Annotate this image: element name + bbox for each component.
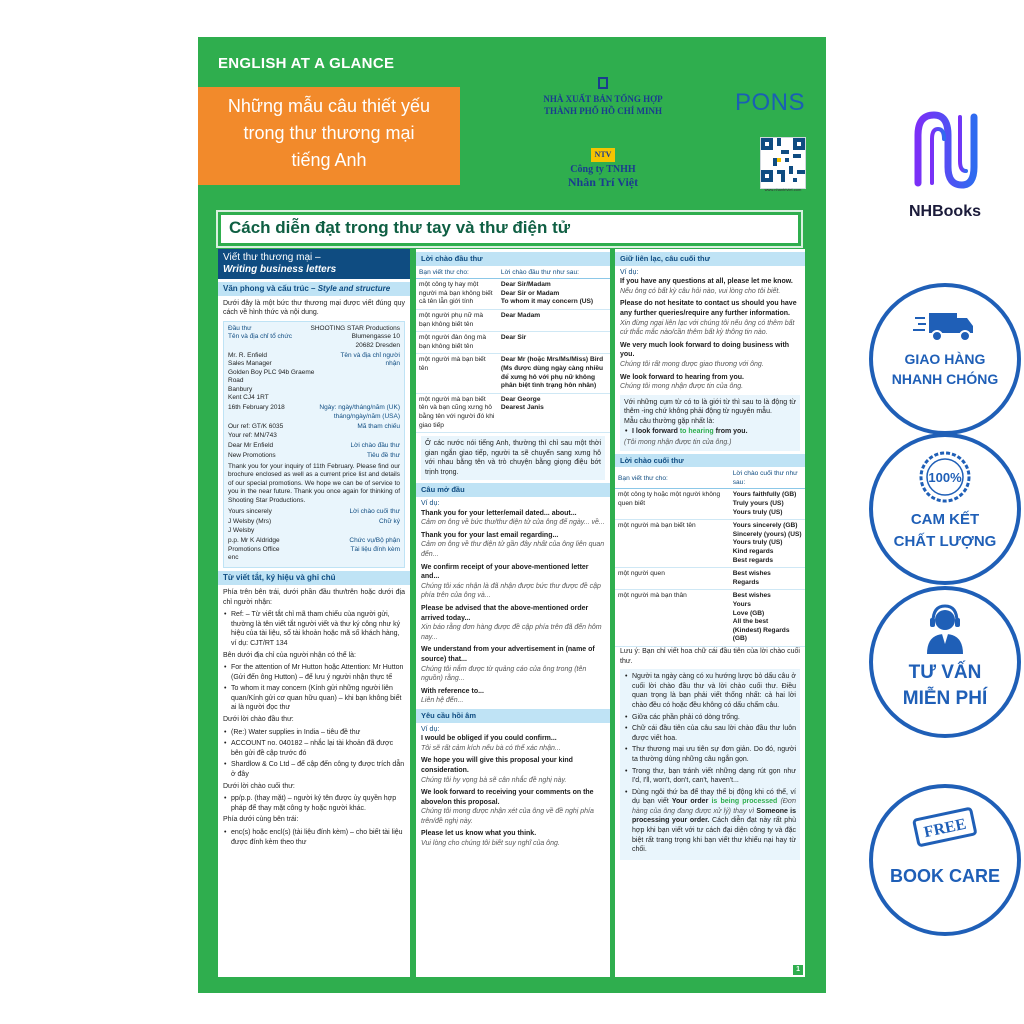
tip-part: Dùng ngôi thứ ba để thay thế bị động khi có thể, ví dụ bạn viết [632,788,796,806]
header-vi: Viết thư thương mại – [223,252,321,263]
paragraph: Phía trên bên trái, dưới phần đầu thư/trên hoặc dưới địa chỉ người nhận: [223,588,405,606]
letter-label: Ngày: ngày/tháng/năm (UK) tháng/ngày/năm (USA) [319,404,400,420]
tip-item: • Thư thương mại ưu tiên sự đơn giản. Do đó, người ta thường dùng những câu ngắn gọn. [624,745,796,764]
book-cover [198,37,826,993]
table-row [615,590,805,647]
letter-value: Our ref: GT/K 6035 Your ref: MN/743 [228,423,284,439]
table-row [416,393,610,432]
letter-label: Mã tham chiếu [357,423,400,431]
badge-text: BOOK CARE [889,866,1000,886]
section-title-bar [218,212,801,246]
phrase [416,604,610,642]
phrase-vi: Nếu ông có bất kỳ câu hỏi nào, vui lòng cho tôi biết. [620,287,781,295]
table-cell: một người phụ nữ mà bạn không biết tên [416,309,498,331]
phrase-en: We hope you will give this proposal your kind consideration. [421,757,573,774]
letter-label: Chức vụ/Bộ phận Tài liệu đính kèm [349,537,400,553]
column-header [218,249,410,279]
table-header: Lời chào cuối thư như sau: [730,469,805,489]
table-cell: Best wishes Yours Love (GB) All the best (Kindest) Regards (GB) [730,590,805,647]
subheading-vi: Văn phong và cấu trúc – [223,284,318,293]
phrase [416,756,610,785]
phrase-en: With reference to... [421,687,484,695]
phrase-vi: Vui lòng cho chúng tôi biết suy nghĩ của ông. [421,840,560,848]
section-heading: Lời chào đầu thư [416,252,610,266]
badge-text [873,349,1017,389]
table-cell: một người mà bạn biết tên [615,520,730,568]
free-stamp-text: FREE [922,815,968,842]
section-heading: Giữ liên lạc, câu cuối thư [615,252,805,266]
quality-badge [869,433,1021,585]
ntv-badge: NTV [591,148,616,162]
phrase [416,531,610,560]
phrase-vi: Cảm ơn ông về bức thư/thư điện tử của ông để ngày... về... [421,519,605,527]
note-example [624,427,796,437]
table-cell: Dear George Dearest Janis [498,393,610,432]
tip-part: Your order [671,798,712,806]
letter-value: New Promotions [228,452,276,460]
phrase-en: We understand from your advertisement in (name of source) that... [421,646,595,663]
series-title: ENGLISH AT A GLANCE [218,55,395,72]
publisher-line: THÀNH PHỐ HỒ CHÍ MINH [543,106,662,116]
badge-line: TƯ VẤN [908,662,982,683]
bullet-item: • pp/p.p. (thay mặt) – người ký tên được ủy quyền hợp pháp để thay mặt công ty hoặc người khác. [223,794,405,813]
table-cell: một người đàn ông mà bạn không biết tên [416,332,498,354]
tip-item [624,788,796,855]
table-cell: một người mà bạn biết tên và bạn cũng xưng hô bằng tên với người đó khi giao tiếp [416,393,498,432]
table-row [615,520,805,568]
phrase [416,563,610,601]
quality-seal-icon [873,449,1017,510]
table-cell: Yours sincerely (GB) Sincerely (yours) (US) Yours truly (US) Kind regards Best regards [730,520,805,568]
table-cell: Dear Sir/Madam Dear Sir or Madam To whom it may concern (US) [498,279,610,310]
support-agent-icon [873,600,1017,661]
phrase-en: We look forward to hearing from you. [620,373,744,381]
table-cell: một công ty hoặc một người không quen biết [615,489,730,520]
badge-line: CHẤT LƯỢNG [893,533,997,550]
note-box [620,395,800,451]
bullet-item: • ACCOUNT no. 040182 – nhắc lại tài khoản đã được bên gửi đề cập trước đó [223,739,405,758]
phrase-en: We confirm receipt of your above-mentioned letter and... [421,563,589,581]
nhbooks-logo-icon [904,105,986,195]
letter-value: p.p. Mr K Aldridge Promotions Office enc [228,537,280,561]
paragraph: Dưới lời chào cuối thư: [223,782,295,790]
publisher-logo [528,77,678,117]
note-example-highlight: to hearing [679,427,714,435]
qr-url: www.nhantriviet.com [764,187,802,192]
example-label: Ví dụ: [620,268,639,276]
phrase-en: Thank you for your letter/email dated... about... [421,509,577,517]
example-label: Ví dụ: [421,500,440,508]
table-header: Lời chào đầu thư như sau: [498,268,610,279]
phrase-en: If you have any questions at all, please let me know. [620,278,793,286]
column-closings [615,249,805,977]
phrase-en: We look forward to receiving your comments on the above/on this proposal. [421,789,594,806]
table-row [615,489,805,520]
tip-item: • Chữ cái đầu tiên của câu sau lời chào đầu thư luôn được viết hoa. [624,724,796,743]
ntv-line: Nhân Trí Việt [567,175,639,189]
letter-value: Mr. R. Enfield Sales Manager Golden Boy PLC 94b Graeme Road Banbury Kent CJ4 1RT [228,352,315,402]
note-text: Với những cụm từ có to là giới từ thì sau to là động từ thêm -ing chứ không phải động từ nguyên mẫu. [624,398,796,416]
brand-name: NHBooks [908,203,981,220]
tips-box [620,669,800,860]
phrase [615,341,805,370]
phrase-vi: Xin báo rằng đơn hàng được đề cập phía trên đã đến hôm nay... [421,624,602,641]
paragraph: Bên dưới địa chỉ của người nhận có thể là: [223,651,356,659]
table-cell: một người quen [615,568,730,590]
free-consult-badge [869,586,1021,738]
paragraph: Dưới lời chào đầu thư: [223,716,294,724]
phrase [416,788,610,826]
section-heading: Yêu cầu hồi âm [416,709,610,723]
note-translation: (Tôi mong nhận được tin của ông.) [624,439,732,447]
bullet-item: • (Re:) Water supplies in India – tiêu đề thư [223,728,405,738]
cover-title-line: trong thư thương mại [243,123,415,143]
bullet-item: • To whom it may concern (Kính gửi những người liên quan/Kính gửi cơ quan hữu quan) – khi bạn không biết ai là người đọc thư [223,684,405,713]
table-row [615,568,805,590]
phrase-vi: Liên hệ đến... [421,697,464,705]
subheading [218,282,410,296]
page-number: 1 [793,965,803,975]
phrase-en: Please let us know what you think. [421,830,537,838]
badge-line: NHANH CHÓNG [891,371,999,387]
table-header: Bạn viết thư cho: [615,469,730,489]
letter-value: 16th February 2018 [228,404,285,412]
letter-label: Đầu thư Tên và địa chỉ tổ chức [228,324,292,341]
bullet-item: • enc(s) hoặc encl(s) (tài liệu đính kèm) – cho biết tài liệu được đính kèm theo thư [223,828,405,847]
phrase-en: We very much look forward to doing business with you. [620,341,790,359]
badge-line: MIỄN PHÍ [902,688,988,709]
note-example-part: I look forward [632,427,680,435]
paragraph: Phía dưới cùng bên trái: [223,816,299,824]
book-care-badge [869,784,1021,936]
pons-logo: PONS [735,89,806,116]
phrase [416,734,610,753]
ntv-line: Công ty TNHH [570,164,636,175]
subheading-en: Style and structure [317,284,391,293]
phrase-vi: Tôi sẽ rất cảm kích nếu bà có thể xác nhận... [421,744,561,752]
phrase [615,373,805,392]
table-cell: Dear Sir [498,332,610,354]
letter-value: Yours sincerely [228,507,272,515]
delivery-truck-icon [873,305,1017,354]
tip-item: • Giữa các phần phải có dòng trống. [624,713,796,723]
badge-text [873,509,1017,553]
letter-label: Lời chào cuối thư [349,507,400,515]
phrase [416,687,610,706]
letter-label: Chữ ký [379,518,400,526]
table-cell: một người mà bạn biết tên [416,354,498,393]
table-cell: Dear Madam [498,309,610,331]
bullet-item: • Shardlow & Co Ltd – để cập đến công ty được trích dẫn ở đây [223,760,405,779]
letter-value: J Welsby (Mrs) J Welsby [228,518,272,534]
tip-part: (Đơn hàng của ông đang được xử lý) thay vì [632,798,796,815]
phrase [416,829,610,848]
phrase-en: I would be obliged if you could confirm... [421,735,557,743]
publisher-line: NHÀ XUẤT BẢN TỔNG HỢP [543,94,663,104]
table-cell: Best wishes Regards [730,568,805,590]
tip-part: Someone is processing your order. [632,807,796,825]
cover-title-line: tiếng Anh [291,150,367,170]
tip-item: • Trong thư, bạn tránh viết những dạng rút gọn như I'd, I'll, won't, don't, can't, haven't... [624,767,796,786]
phrase [615,299,805,337]
qr-code-icon [760,137,806,189]
note-example-part: from you. [713,427,748,435]
column-writing-letters [218,249,410,977]
table-row [416,309,610,331]
phrase-vi: Chúng tôi nắm được từ quảng cáo của ông trong (tên nguồn) rằng... [421,665,587,683]
column-greetings [416,249,610,977]
letter-label: Lời chào đầu thư [350,442,400,450]
phrase-vi: Chúng tôi mong nhận được tin của ông. [620,383,744,391]
bullet-item: • For the attention of Mr Hutton hoặc Attention: Mr Hutton (Gửi đến ông Hutton) – để lưu ý người nhận thực tế [223,663,405,682]
phrase-vi: Chúng tôi xác nhận là đã nhận được bức thư được đề cập phía trên của ông và... [421,582,601,600]
phrase-vi: Chúng tôi mong được nhận xét của ông về đề nghị phía trên/đề nghị này. [421,808,594,825]
section-title: Cách diễn đạt trong thư tay và thư điện tử [229,218,571,237]
table-cell: Dear Mr (hoặc Mrs/Ms/Miss) Bird (Ms được dùng ngày càng nhiều để xưng hô với phụ nữ không phân biệt tình trạng hôn nhân) [498,354,610,393]
note-box: Ở các nước nói tiếng Anh, thường thì chỉ sau một thời gian ngắn giao tiếp, người ta sẽ chuyển sang xưng hô với nhau bằng tên và trò chuyện bằng giọng điệu bớt trịnh trọng. [421,436,605,480]
tip-item: • Người ta ngày càng có xu hướng lược bỏ dấu câu ở cuối lời chào đầu thư và lời chào cuối thư. Điều quan trọng là bạn phải viết thống nhất: cả hai lời chào đều có hoặc đều không có dấu chấm câu. [624,672,796,710]
phrase [416,509,610,528]
example-label: Ví dụ: [421,725,440,733]
cover-title-line: Những mẫu câu thiết yếu [227,96,431,116]
phrase [615,277,805,296]
header-en: Writing business letters [223,264,337,275]
sample-letter [223,321,405,569]
letter-value: SHOOTING STAR Productions Blumengasse 10 20682 Dresden [310,324,400,349]
free-stamp-icon [873,806,1017,855]
letter-label: Tên và địa chỉ người nhận [340,352,400,368]
phrase-en: Thank you for your last email regarding... [421,531,559,539]
table-cell: một người mà bạn thân [615,590,730,647]
badge-line: CAM KẾT [910,511,980,528]
badge-text [873,660,1017,712]
table-row [416,354,610,393]
publisher-icon [598,77,608,89]
phrase [416,645,610,683]
table-header: Bạn viết thư cho: [416,268,498,279]
phrase-en: Please do not hesitate to contact us should you have any further queries/require any further information. [620,300,797,317]
quality-percent: 100% [928,470,962,485]
section-heading: Lời chào cuối thư [615,454,805,468]
letter-body: Thank you for your inquiry of 11th February. Please find our brochure enclosed as well as a current price list and details of our special promotions. We hope we can be of service to you in the near future. Thank you once again for thinking of Shooting Star Productions. [228,462,400,504]
note-text: Lưu ý: Bạn chỉ viết hoa chữ cái đầu tiên của lời chào cuối thư. [620,647,800,665]
phrase-vi: Cảm ơn ông về thư điện tử gần đây nhất của ông liên quan đến... [421,541,605,559]
letter-label: Tiêu đề thư [366,452,400,460]
badge-line: GIAO HÀNG [904,351,986,367]
phrase-vi: Chúng tôi hy vọng bà sẽ cân nhắc đề nghị này. [421,776,567,784]
subheading: Từ viết tắt, ký hiệu và ghi chú [218,571,410,585]
closing-table [615,469,805,647]
bullet-item: • Ref: – Từ viết tắt chỉ mã tham chiếu của người gửi, thường là tên viết tắt người viết và thư ký công như ký hiệu của tài liệu, số tài khoản hoặc mã số khách hàng, ví dụ: CJT/RT 134 [223,610,405,648]
cover-title-box [198,87,460,185]
intro-text: Dưới đây là một bức thư thương mại được viết đúng quy cách về hình thức và nội dung. [223,299,405,317]
table-cell: một công ty hay một người mà bạn không biết cả tên lẫn giới tính [416,279,498,310]
table-row [416,332,610,354]
phrase-en: Please be advised that the above-mentioned order arrived today... [421,605,589,622]
phrase-vi: Xin đừng ngại liên lạc với chúng tôi nếu ông có thêm bất cứ thắc mắc nào/cần thêm bất kỳ thông tin nào. [620,319,795,337]
ntv-logo [528,148,678,188]
tip-highlight: is being processed [711,798,778,806]
note-text: Mẫu câu thường gặp nhất là: [624,417,715,425]
tip-part: Cách diễn đạt này rất phù hợp khi bạn viết với tư cách đại diện công ty và đặc biệt rất trang trọng khi bạn viết thư khiếu nại hay từ chối. [632,817,796,854]
section-heading: Câu mở đầu [416,483,610,497]
table-cell: Yours faithfully (GB) Truly yours (US) Yours truly (US) [730,489,805,520]
fast-delivery-badge [869,283,1021,435]
table-row [416,279,610,310]
greeting-table [416,268,610,434]
letter-value: Dear Mr Enfield [228,442,274,450]
phrase-vi: Chúng tôi rất mong được giao thương với ông. [620,360,764,368]
